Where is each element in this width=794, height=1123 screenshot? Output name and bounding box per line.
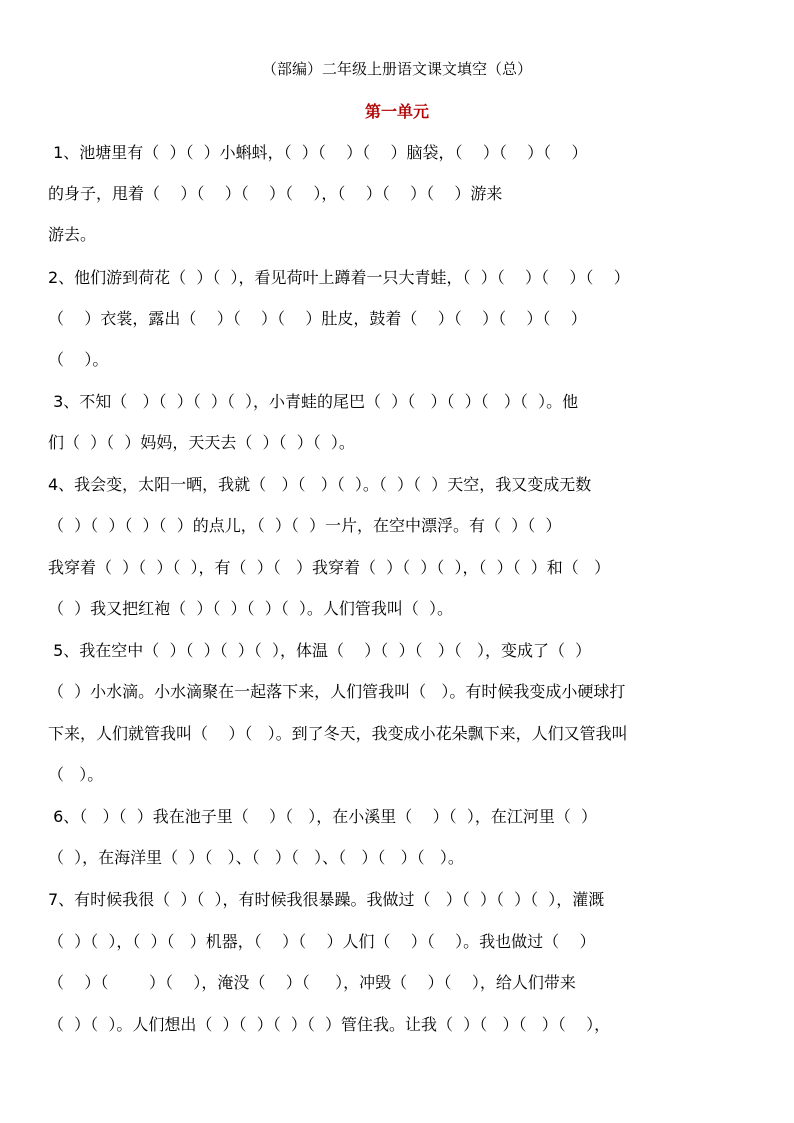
text-line: 我穿着（ ）（ ）（ ），有（ ）（ ）我穿着（ ）（ ）（ ），（ ）（ ）和（ ） — [48, 558, 611, 577]
text-line: 们（ ）（ ）妈妈，天天去（ ）（ ）（ ）。 — [48, 433, 355, 452]
text-line: 下来，人们就管我叫（ ）（ ）。到了冬天，我变成小花朵飘下来，人们又管我叫 — [48, 724, 628, 743]
text-line: （ ）。 — [48, 350, 109, 369]
unit-heading: 第一单元 — [364, 102, 429, 121]
text-line: （ ）（ ）（ ）（ ）的点儿，（ ）（ ）一片，在空中漂浮。有（ ）（ ） — [48, 516, 562, 535]
text-line: （ ）衣裳，露出（ ）（ ）（ ）肚皮，鼓着（ ）（ ）（ ）（ ） — [48, 309, 587, 328]
text-line: （ ）我又把红袍（ ）（ ）（ ）（ ）。人们管我叫（ ）。 — [48, 599, 454, 618]
text-line: （ ），在海洋里（ ）（ ）、（ ）（ ）、（ ）（ ）（ ）。 — [48, 848, 464, 867]
text-line: 4、我会变，太阳一晒，我就（ ）（ ）（ ）。（ ）（ ）天空，我又变成无数 — [48, 475, 592, 494]
text-line: （ ）小水滴。小水滴聚在一起落下来，人们管我叫（ ）。有时候我变成小硬球打 — [48, 682, 626, 701]
text-line: （ ）（ ），（ ）（ ）机器，（ ）（ ）人们（ ）（ ）。我也做过（ ） — [48, 932, 596, 951]
document-title: （部编）二年级上册语文课文填空（总） — [261, 60, 532, 78]
text-line: 2、他们游到荷花（ ）（ ），看见荷叶上蹲着一只大青蛙，（ ）（ ）（ ）（ ） — [48, 268, 630, 287]
text-line: 5、我在空中（ ）（ ）（ ）（ ），体温（ ）（ ）（ ）（ ），变成了（ ） — [48, 641, 592, 660]
text-line: 的身子，甩着（ ）（ ）（ ）（ ），（ ）（ ）（ ）游来 — [48, 184, 503, 203]
text-line: （ ）。 — [48, 765, 104, 784]
text-line: 7、有时候我很（ ）（ ），有时候我很暴躁。我做过（ ）（ ）（ ）（ ），灌溉 — [48, 890, 605, 909]
text-line: （ ）（ ）。人们想出（ ）（ ）（ ）（ ）管住我。让我（ ）（ ）（ ）（ ）， — [48, 1015, 611, 1034]
text-line: 3、不知（ ）（ ）（ ）（ ），小青蛙的尾巴（ ）（ ）（ ）（ ）（ ）。他 — [48, 392, 579, 411]
text-line: （ ）（ ）（ ），淹没（ ）（ ），冲毁（ ）（ ），给人们带来 — [48, 973, 576, 992]
text-line: 游去。 — [48, 225, 97, 244]
text-line: 6、（ ）（ ）我在池子里（ ）（ ），在小溪里（ ）（ ），在江河里（ ） — [48, 807, 597, 826]
text-line: 1、池塘里有（ ）（ ）小蝌蚪，（ ）（ ）（ ）脑袋，（ ）（ ）（ ） — [48, 143, 588, 162]
